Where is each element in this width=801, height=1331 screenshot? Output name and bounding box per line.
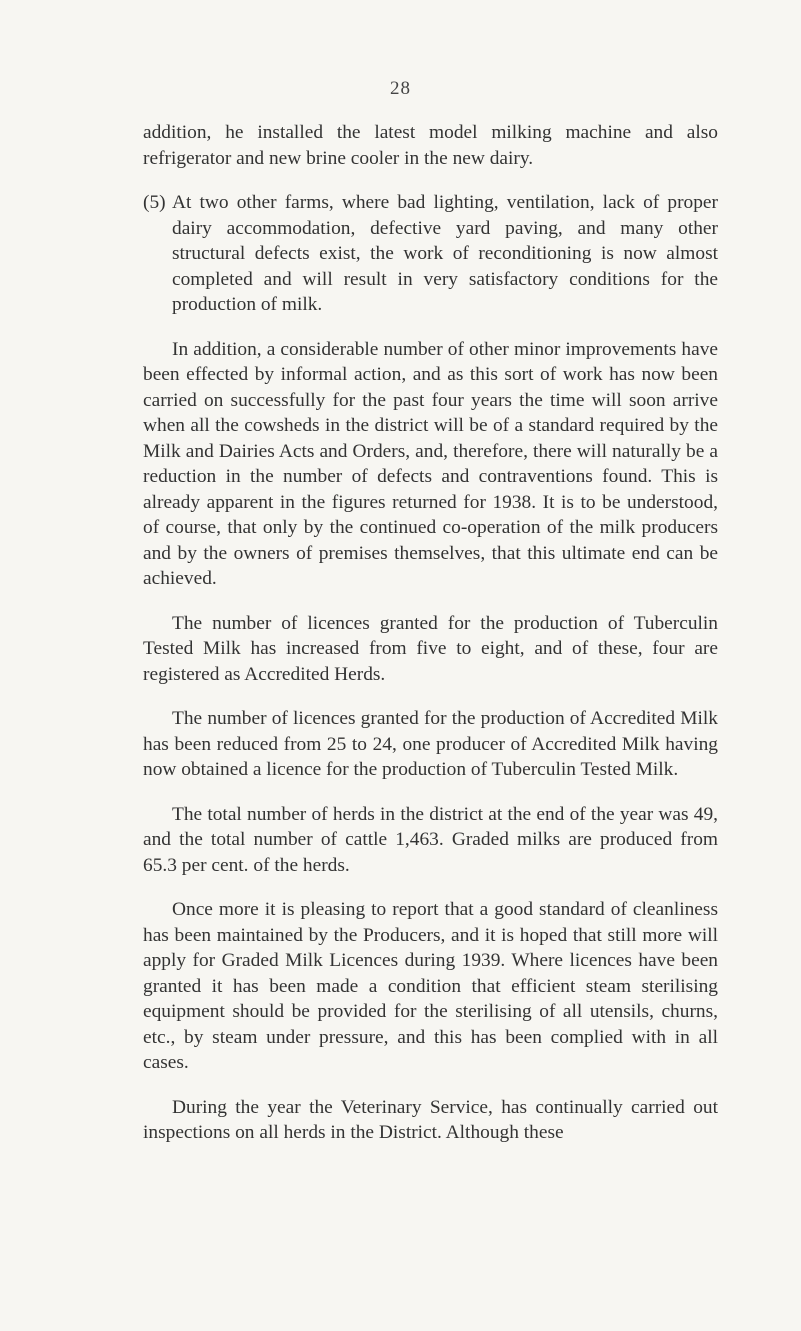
paragraph-veterinary-service: During the year the Veterinary Service, has continually carried out inspections on all herds in the District. Although these (143, 1096, 718, 1143)
paragraph-minor-improvements: In addition, a considerable number of other minor improvements have been effected by informal action, and as this sort of work has now been carried on successfully for the past four years the time will soon arrive when all the cowsheds in the district will be of a standard required by the Milk and Dairies Acts and Orders, and, therefore, there will naturally be a reduction in the number of defects and contraventions found. This is already apparent in the figures returned for 1938. It is to be understood, of course, that only by the continued co-operation of the milk producers and by the owners of premises themselves, that this ultimate end can be achieved. (143, 338, 718, 589)
paragraph-continuation: addition, he installed the latest model milking machine and also refrigerator and new brine cooler in the new dairy. (143, 122, 718, 169)
page-number: 28 (390, 78, 411, 99)
paragraph-tuberculin-licences: The number of licences granted for the production of Tuberculin Tested Milk has increased from five to eight, and of these, four are registered as Accredited Herds. (143, 612, 718, 685)
list-item-text: At two other farms, where bad lighting, ventilation, lack of proper dairy accommodation, defective yard paving, and many other structural defects exist, the work of reconditioning is now almost completed and will result in very satisfactory conditions for the production of milk. (172, 192, 718, 315)
paragraph-cleanliness: Once more it is pleasing to report that a good standard of cleanliness has been maintained by the Producers, and it is hoped that still more will apply for Graded Milk Licences during 1939. Where licences have been granted it has been made a condition that efficient steam sterilising equipment should be provided for the sterilising of all utensils, churns, etc., by steam under pressure, and this has been complied with in all cases. (143, 899, 718, 1073)
paragraph-herd-totals: The total number of herds in the district at the end of the year was 49, and the total number of cattle 1,463. Graded milks are produced from 65.3 per cent. of the herds. (143, 803, 718, 876)
body-text (143, 120, 718, 1165)
paragraph-accredited-licences: The number of licences granted for the production of Accredited Milk has been reduced from 25 to 24, one producer of Accredited Milk having now obtained a licence for the production of Tuberculin Tested Milk. (143, 708, 718, 780)
list-item-5 (143, 190, 718, 318)
list-item-number: (5) (143, 192, 166, 213)
